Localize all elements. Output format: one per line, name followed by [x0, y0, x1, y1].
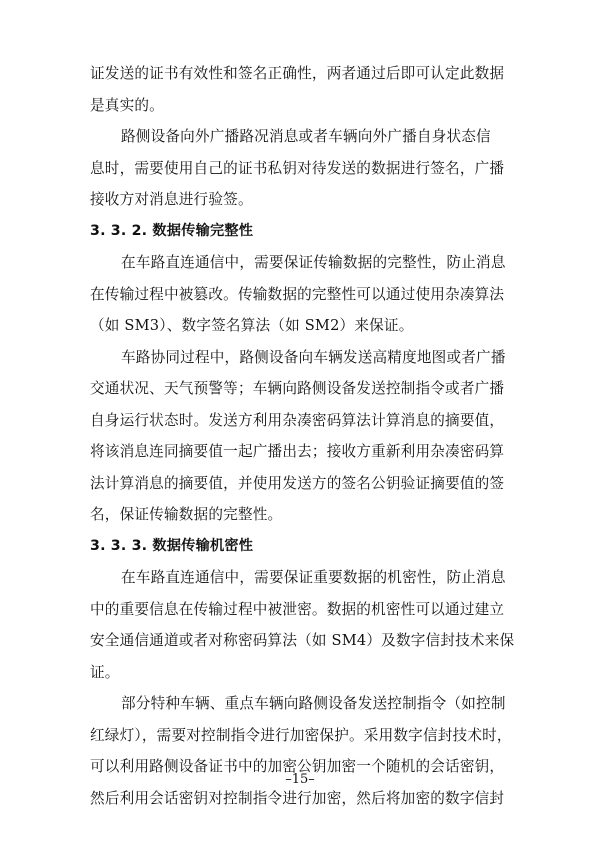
- paragraph-first-line: 在车路直连通信中，需要保证重要数据的机密性，防止消息: [121, 569, 506, 586]
- section-heading-3-3-2: 3. 3. 2. 数据传输完整性: [90, 222, 254, 239]
- paragraph-first-line: 路侧设备向外广播路况消息或者车辆向外广播自身状态信: [121, 128, 491, 145]
- text-line: 将该消息连同摘要值一起广播出去；接收方重新利用杂凑密码算: [90, 443, 505, 460]
- text-line: 是真实的。: [90, 96, 164, 114]
- text-line: （如 SM3）、数字签名算法（如 SM2）来保证。: [90, 317, 414, 334]
- paragraph-first-line: 部分特种车辆、重点车辆向路侧设备发送控制指令（如控制: [121, 695, 506, 712]
- text-line: 证。: [90, 663, 120, 681]
- section-heading-3-3-3: 3. 3. 3. 数据传输机密性: [90, 537, 254, 554]
- paragraph-first-line: 车路协同过程中，路侧设备向车辆发送高精度地图或者广播: [121, 348, 506, 366]
- text-line: 可以利用路侧设备证书中的加密公钥加密一个随机的会话密钥，: [90, 758, 505, 775]
- text-line: 息时，需要使用自己的证书私钥对待发送的数据进行签名，广播: [90, 159, 505, 177]
- text-line: 名，保证传输数据的完整性。: [90, 506, 283, 523]
- text-line: 安全通信通道或者对称密码算法（如 SM4）及数字信封技术来保: [90, 632, 515, 649]
- text-line: 证发送的证书有效性和签名正确性，两者通过后即可认定此数据: [90, 65, 505, 82]
- text-line: 交通状况、天气预警等；车辆向路侧设备发送控制指令或者广播: [90, 380, 505, 397]
- text-line: 然后利用会话密钥对控制指令进行加密，然后将加密的数字信封: [90, 789, 505, 807]
- text-line: 中的重要信息在传输过程中被泄密。数据的机密性可以通过建立: [90, 600, 505, 618]
- text-line: 自身运行状态时。发送方利用杂凑密码算法计算消息的摘要值，: [90, 411, 505, 429]
- body-text: [90, 58, 515, 814]
- text-line: 在传输过程中被篡改。传输数据的完整性可以通过使用杂凑算法: [90, 285, 505, 303]
- paragraph-first-line: 在车路直连通信中，需要保证传输数据的完整性，防止消息: [121, 254, 506, 271]
- text-line: 接收方对消息进行验签。: [90, 191, 253, 208]
- page-number: –15–: [285, 772, 315, 787]
- text-line: 红绿灯），需要对控制指令进行加密保护。采用数字信封技术时，: [90, 726, 512, 744]
- text-line: 法计算消息的摘要值，并使用发送方的签名公钥验证摘要值的签: [90, 474, 505, 492]
